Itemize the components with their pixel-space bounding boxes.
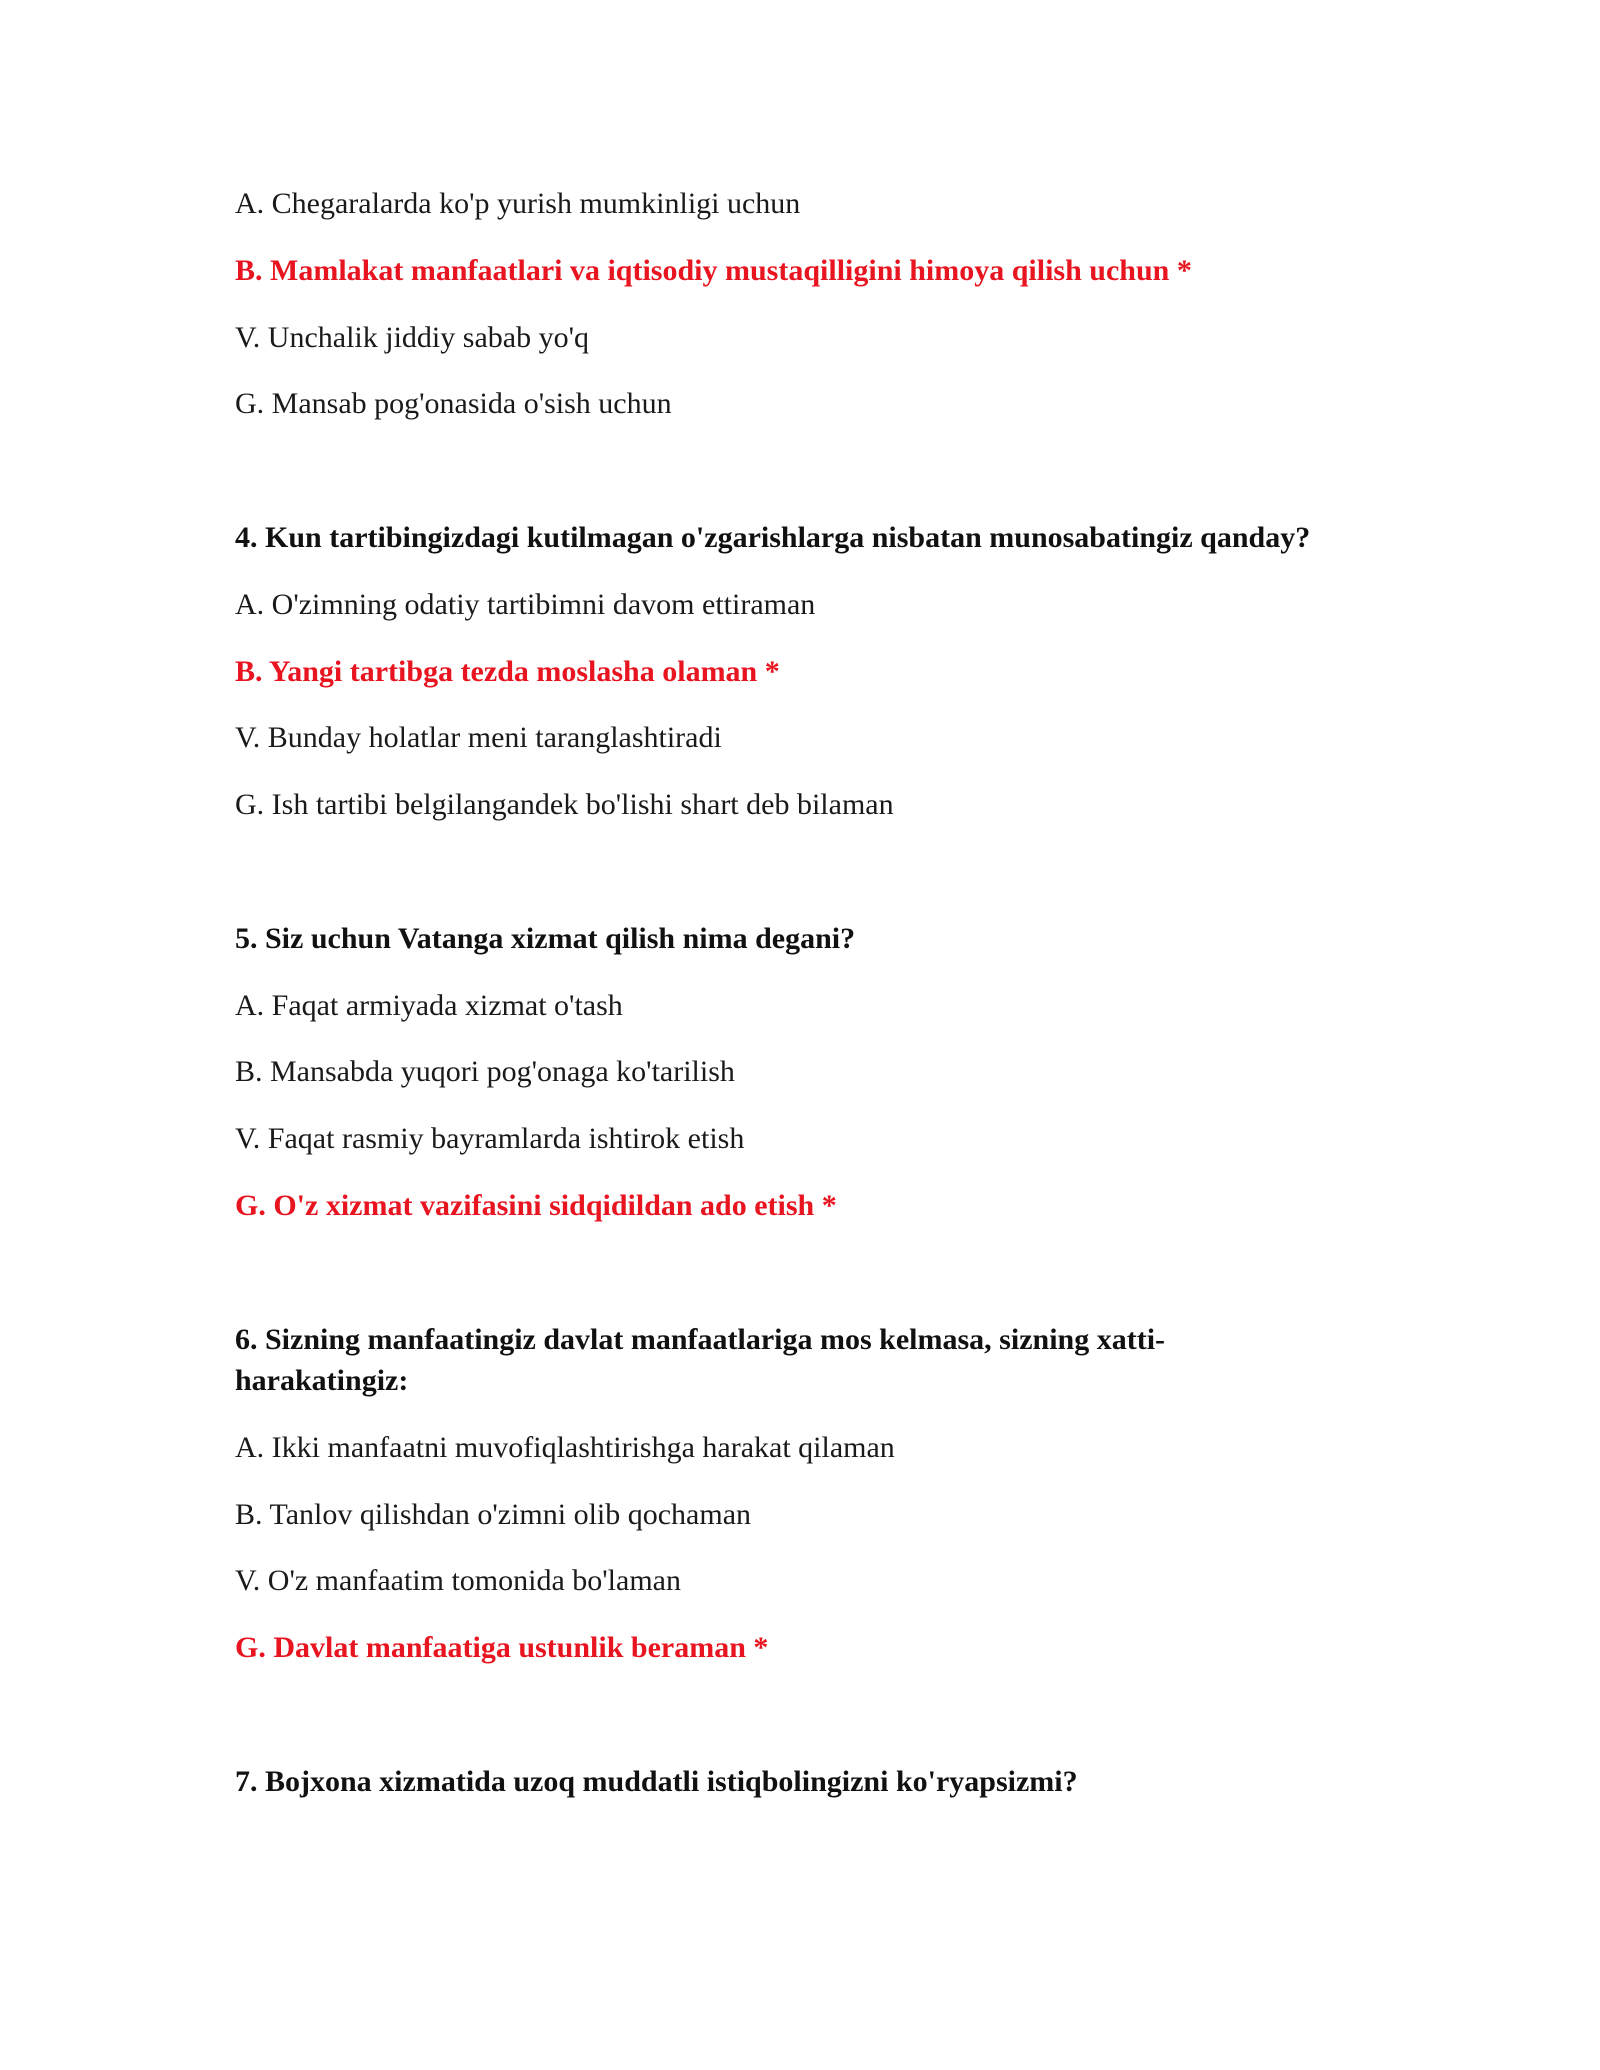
q3-option-b-correct: B. Mamlakat manfaatlari va iqtisodiy mustaqilligini himoya qilish uchun * [235, 254, 1192, 287]
q6-option-v: V. O'z manfaatim tomonida bo'laman [235, 1564, 681, 1597]
q3-option-v: V. Unchalik jiddiy sabab yo'q [235, 321, 589, 354]
q5-option-g-correct: G. O'z xizmat vazifasini sidqidildan ado etish * [235, 1189, 837, 1222]
q6-option-g-correct: G. Davlat manfaatiga ustunlik beraman * [235, 1631, 769, 1664]
q5-question: 5. Siz uchun Vatanga xizmat qilish nima degani? [235, 922, 856, 955]
q3-option-a: A. Chegaralarda ko'p yurish mumkinligi uchun [235, 187, 801, 220]
q5-option-b: B. Mansabda yuqori pog'onaga ko'tarilish [235, 1055, 735, 1088]
q4-option-a: A. O'zimning odatiy tartibimni davom ettiraman [235, 588, 816, 621]
q6-option-a: A. Ikki manfaatni muvofiqlashtirishga harakat qilaman [235, 1431, 895, 1464]
q6-option-b: B. Tanlov qilishdan o'zimni olib qochaman [235, 1498, 752, 1531]
q5-option-v: V. Faqat rasmiy bayramlarda ishtirok etish [235, 1122, 745, 1155]
q4-option-g: G. Ish tartibi belgilangandek bo'lishi shart deb bilaman [235, 788, 894, 821]
q4-option-v: V. Bunday holatlar meni taranglashtiradi [235, 721, 722, 754]
q7-question: 7. Bojxona xizmatida uzoq muddatli istiqbolingizni ko'ryapsizmi? [235, 1765, 1078, 1798]
q6-question-line1: 6. Sizning manfaatingiz davlat manfaatlariga mos kelmasa, sizning xatti- [235, 1323, 1166, 1356]
q4-option-b-correct: B. Yangi tartibga tezda moslasha olaman * [235, 655, 780, 688]
q4-question: 4. Kun tartibingizdagi kutilmagan o'zgarishlarga nisbatan munosabatingiz qanday? [235, 521, 1311, 554]
q3-option-g: G. Mansab pog'onasida o'sish uchun [235, 387, 672, 420]
q6-question-line2: harakatingiz: [235, 1364, 409, 1397]
q5-option-a: A. Faqat armiyada xizmat o'tash [235, 989, 623, 1022]
